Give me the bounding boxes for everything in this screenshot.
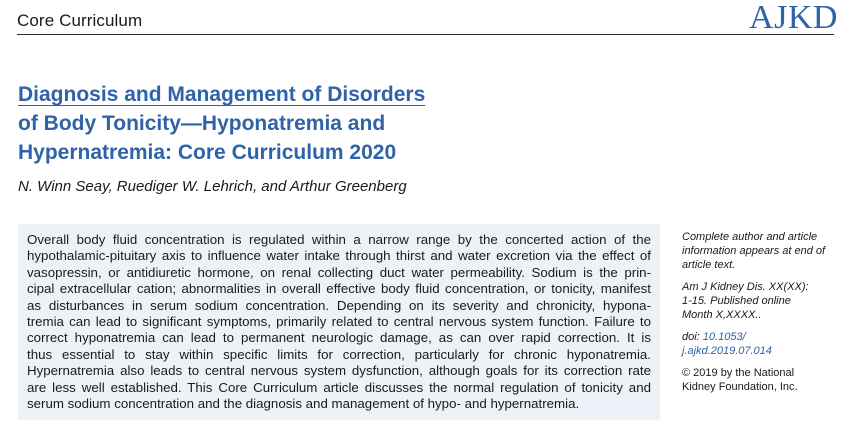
citation xyxy=(682,280,842,322)
abstract-text xyxy=(27,232,651,412)
copyright-line: Kidney Foundation, Inc. xyxy=(682,381,798,393)
title-line-3: Hypernatremia: Core Curriculum 2020 xyxy=(18,141,397,164)
abstract-line: hypothalamic-pituitary axis to influence water intake through thirst and water excretion via the effect of xyxy=(27,248,651,264)
title-line-2: of Body Tonicity—Hyponatremia and xyxy=(18,112,386,135)
citation-line: Am J Kidney Dis. XX(XX): xyxy=(682,281,809,293)
citation-line: Month X,XXXX.. xyxy=(682,309,762,321)
doi-prefix: doi: xyxy=(682,331,700,343)
abstract-line: thus essential to stay within specific limits for correction, particularly for chronic hyponatremia. xyxy=(27,346,651,362)
abstract-line: as disturbances in serum sodium concentration. Depending on its severity and chronicity, hypona- xyxy=(27,297,651,313)
abstract-line: tremia can lead to significant symptoms, primarily related to central nervous system function. Failure to xyxy=(27,314,651,330)
doi-link-cont[interactable]: j.ajkd.2019.07.014 xyxy=(682,345,772,357)
copyright xyxy=(682,366,842,394)
abstract-line: correct hyponatremia can lead to permanent neurologic damage, as can over rapid correction. It is xyxy=(27,330,651,346)
copyright-line: © 2019 by the National xyxy=(682,367,795,379)
article-title xyxy=(18,80,538,167)
abstract-box xyxy=(18,224,660,420)
author-info-note: Complete author and article information appears at end of article text. xyxy=(682,231,826,271)
abstract-line: are less well established. This Core Curriculum article discusses the normal regulation of tonicity and xyxy=(27,379,651,395)
abstract-line: cipal extracellular cation; abnormalities in overall effective body fluid concentration, or tonicity, manifest xyxy=(27,281,651,297)
title-line-1: Diagnosis and Management of Disorders xyxy=(18,83,426,106)
doi xyxy=(682,330,842,358)
section-label: Core Curriculum xyxy=(17,11,143,30)
citation-line: 1-15. Published online xyxy=(682,295,791,307)
article-authors: N. Winn Seay, Ruediger W. Lehrich, and Arthur Greenberg xyxy=(18,178,407,195)
abstract-line: vasopressin, or antidiuretic hormone, on renal collecting duct water permeability. Sodium is the prin- xyxy=(27,264,651,280)
header-rule xyxy=(17,34,834,35)
doi-link[interactable]: 10.1053/ xyxy=(702,331,746,343)
journal-logo[interactable]: AJKD xyxy=(749,0,838,36)
abstract-line: serum sodium concentration and the diagnosis and management of hypo- and hypernatremia. xyxy=(27,396,580,412)
article-info-sidebar xyxy=(682,230,842,402)
abstract-line: Overall body fluid concentration is regulated within a narrow range by the concerted action of the xyxy=(27,232,651,247)
abstract-line: Hypernatremia also leads to central nervous system dysfunction, although goals for its correction rate xyxy=(27,363,651,379)
